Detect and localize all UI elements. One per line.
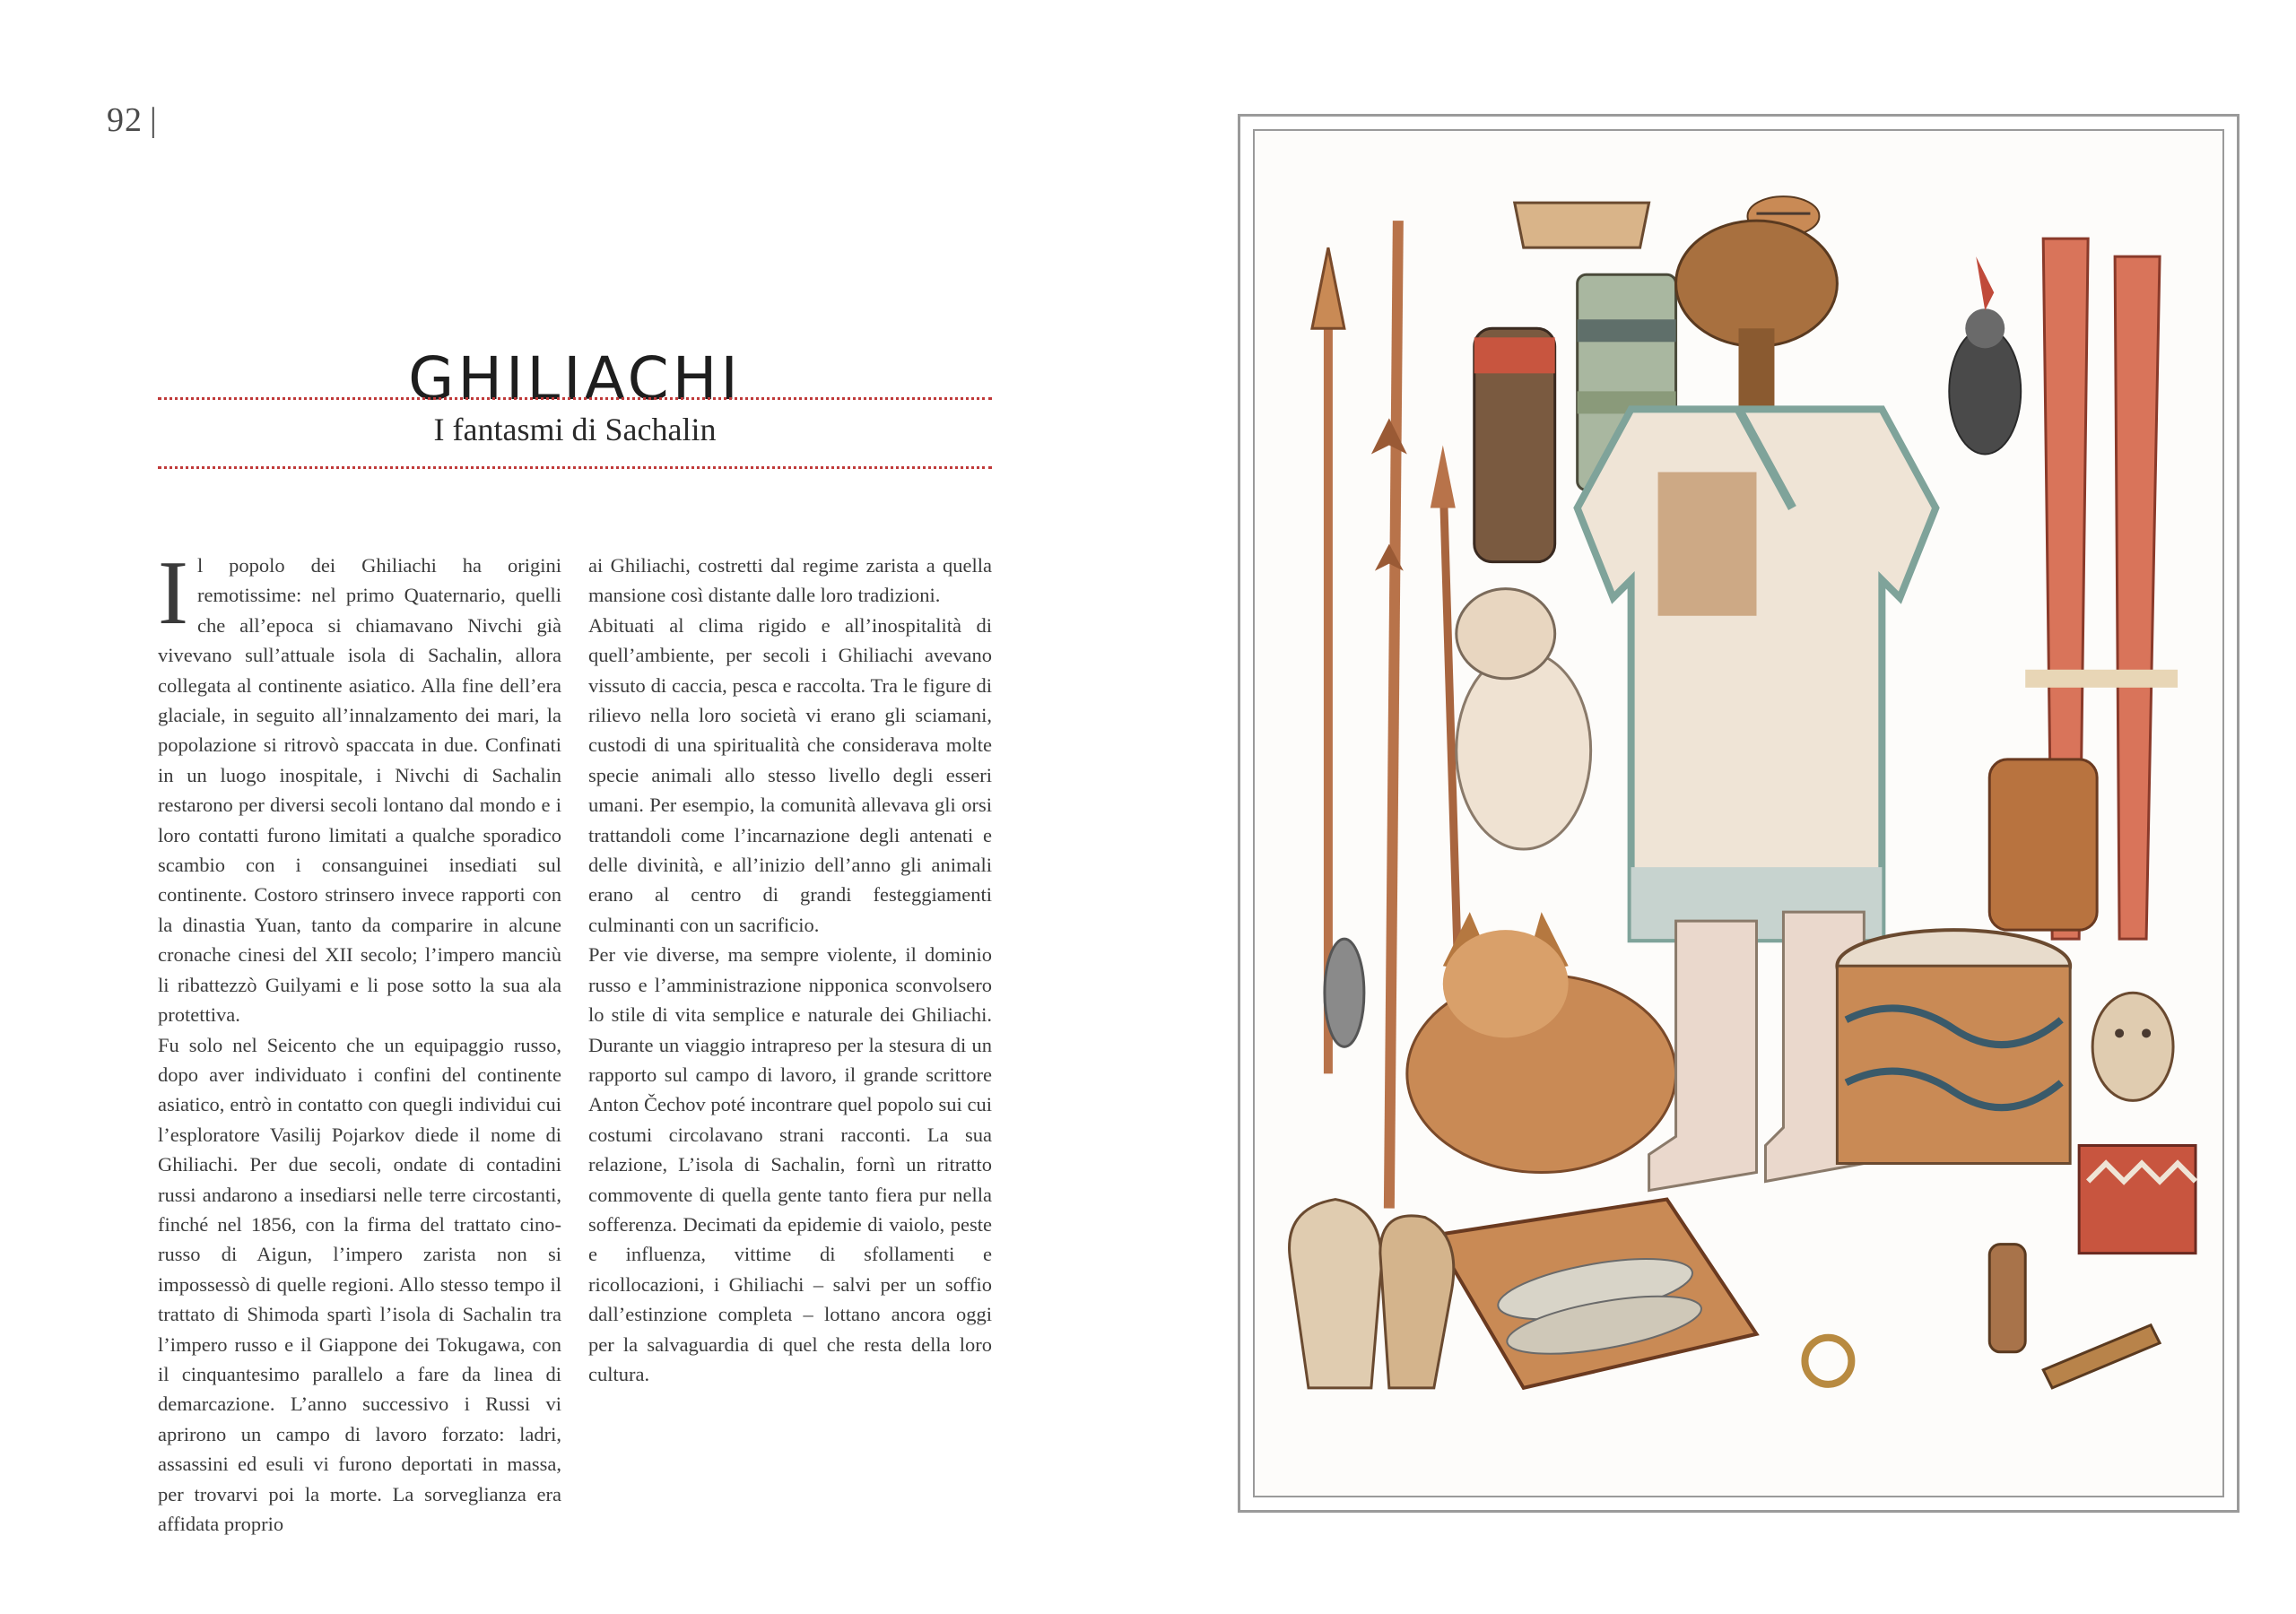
title-divider-top <box>158 397 992 400</box>
illustration <box>1253 129 2224 1497</box>
paragraph: Abituati al clima rigido e all’inospitalità di quell’ambiente, per secoli i Ghiliachi avevano vissuto di caccia, pesca e raccolta. Tra le figure di rilievo nella loro società vi erano gli sciamani, custodi di una spiritualità che considerava molte specie animali allo stesso livello degli esseri umani. Per esempio, la comunità allevava gli orsi trattandoli come l’incarnazione degli antenati e delle divinità, e all’inizio dell’anno gli animali erano al centro di grandi festeggiamenti culminanti con un sacrificio. <box>588 613 992 936</box>
patterned-pouch-icon <box>2079 1145 2196 1253</box>
bird-icon <box>1949 256 2021 454</box>
illustration-frame <box>1238 114 2239 1513</box>
chapter-title: GHILIACHI <box>408 344 742 414</box>
artifacts-illustration <box>1255 131 2222 1496</box>
paragraph: ai Ghiliachi, costretti dal regime zarista a quella mansione così distante dalle loro tradizioni. <box>588 554 992 607</box>
paragraph <box>158 542 561 1030</box>
page-number-value: 92 <box>107 101 143 139</box>
fur-hat-icon <box>1676 221 1838 418</box>
chapter-subtitle: I fantasmi di Sachalin <box>433 412 717 447</box>
text-column-left <box>158 542 561 1539</box>
paragraph: Per vie diverse, ma sempre violente, il dominio russo e l’amministrazione nipponica sconvolsero lo stile di vita semplice e naturale dei Ghiliachi. Durante un viaggio intrapreso per la stesura di un rapporto sul campo di lavoro, il grande scrittore Anton Čechov poté incontrare quel popolo sui cui costumi circolavano strani racconti. La sua relazione, L’isola di Sachalin, fornì un ritratto commovente di quella gente tanto fiera pur nella sofferenza. Decimati da epidemie di vaiolo, peste e influenza, vittime di sfollamenti e ricollocazioni, i Ghiliachi – salvi per un soffio dall’estinzione completa – lottano ancora oggi per la salvaguardia di quel che resta della loro cultura. <box>588 943 992 1385</box>
fox-icon <box>1407 912 1676 1172</box>
title-divider-bottom <box>158 466 992 469</box>
carved-figure-icon <box>1989 1245 2160 1388</box>
fish-tray-icon <box>1434 1200 1757 1388</box>
boots-icon <box>1649 912 1865 1190</box>
harpoon-icon <box>1371 221 1407 1208</box>
page-number <box>107 100 158 140</box>
mittens-icon <box>1290 1200 1454 1388</box>
robe-icon <box>1578 409 1936 939</box>
wooden-mask-icon <box>2092 993 2173 1100</box>
page-number-separator: | <box>150 101 158 139</box>
paragraph-text: l popolo dei Ghiliachi ha origini remotissime: nel primo Quaternario, quelli che all’epoca si chiamavano Nivchi già vivevano sull’attuale isola di Sachalin, allora collegata al continente asiatico. Alla fine dell’era glaciale, in seguito all’innalzamento dei mari, la popolazione si ritrovò spaccata in due. Confinati in un luogo inospitale, i Nivchi di Sachalin restarono per diversi secoli lontano dal mondo e i loro contatti furono limitati a qualche sporadico scambio con i consanguinei insediati sul continente. Costoro strinsero invece rapporti con la dinastia Yuan, tanto da comparire in alcune cronache cinesi del XII secolo; l’impero manciù li ribattezzò Guilyami e li pose sotto la sua ala protettiva. <box>158 554 561 1027</box>
ring-icon <box>1805 1338 1851 1384</box>
text-column-right <box>588 551 992 1389</box>
animal-skull-icon <box>1457 589 1591 849</box>
paragraph: Fu solo nel Seicento che un equipaggio russo, dopo aver individuato i confini del continente asiatico, entrò in contatto con quegli individui cui l’esploratore Vasilij Pojarkov diede il nome di Ghiliachi. Per due secoli, ondate di contadini russi andarono a insediarsi nelle terre circostanti, finché nel 1856, con la firma del trattato cino-russo di Aigun, l’impero zarista non si impossessò di quelle regioni. Allo stesso tempo il trattato di Shimoda spartì l’isola di Sachalin tra l’impero russo e il Giappone dei Tokugawa, con il cinquantesimo parallelo a fare da linea di demarcazione. L’anno successivo i Russi vi aprirono un campo di lavoro forzato: ladri, assassini ed esuli vi furono deportati in massa, per trovarvi poi la morte. La sorveglianza era affidata proprio <box>158 1033 561 1535</box>
drop-cap: I <box>158 542 188 644</box>
